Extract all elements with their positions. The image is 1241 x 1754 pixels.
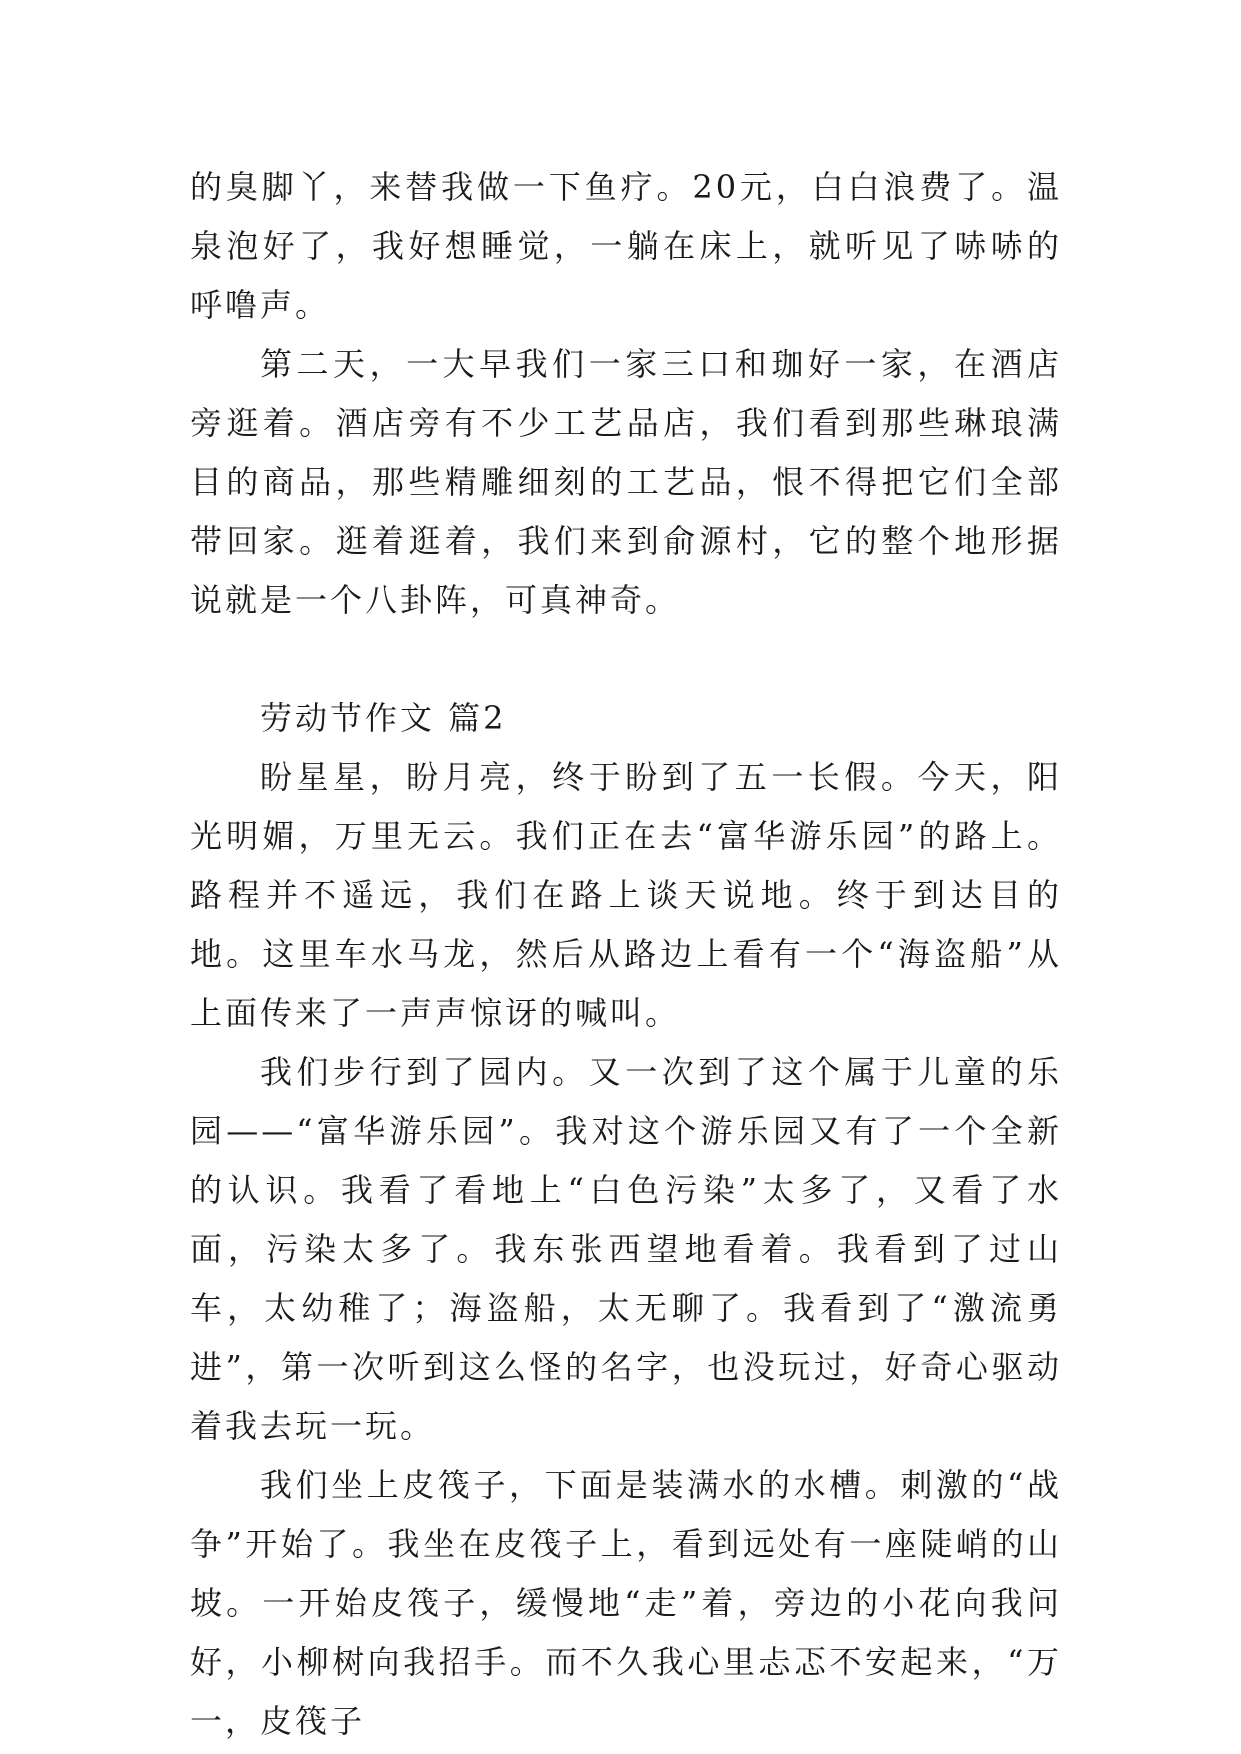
paragraph-section-3: 我们坐上皮筏子，下面是装满水的水槽。刺激的“战争”开始了。我坐在皮筏子上，看到远处有一座陡峭的山坡。一开始皮筏子，缓慢地“走”着，旁边的小花向我问好，小柳树向我招手。而不久我心里忐忑不安起来，“万一，皮筏子 — [190, 1466, 1062, 1740]
paragraph-section-1: 盼星星，盼月亮，终于盼到了五一长假。今天，阳光明媚，万里无云。我们正在去“富华游乐园”的路上。路程并不遥远，我们在路上谈天说地。终于到达目的地。这里车水马龙，然后从路边上看有一个“海盗船”从上面传来了一声声惊讶的喊叫。 — [190, 758, 1062, 1032]
paragraph-continuation: 的臭脚丫，来替我做一下鱼疗。20元，白白浪费了。温泉泡好了，我好想睡觉，一躺在床上，就听见了哧哧的呼噜声。 — [190, 168, 1062, 324]
paragraph-second-day: 第二天，一大早我们一家三口和珈好一家，在酒店旁逛着。酒店旁有不少工艺品店，我们看到那些琳琅满目的商品，那些精雕细刻的工艺品，恨不得把它们全部带回家。逛着逛着，我们来到俞源村，它的整个地形据说就是一个八卦阵，可真神奇。 — [190, 345, 1062, 619]
section-heading: 劳动节作文 篇2 — [260, 699, 507, 737]
paragraph-section-2: 我们步行到了园内。又一次到了这个属于儿童的乐园——“富华游乐园”。我对这个游乐园又有了一个全新的认识。我看了看地上“白色污染”太多了，又看了水面，污染太多了。我东张西望地看着。我看到了过山车，太幼稚了；海盗船，太无聊了。我看到了“激流勇进”，第一次听到这么怪的名字，也没玩过，好奇心驱动着我去玩一玩。 — [190, 1053, 1062, 1445]
document-body — [190, 158, 1062, 1751]
